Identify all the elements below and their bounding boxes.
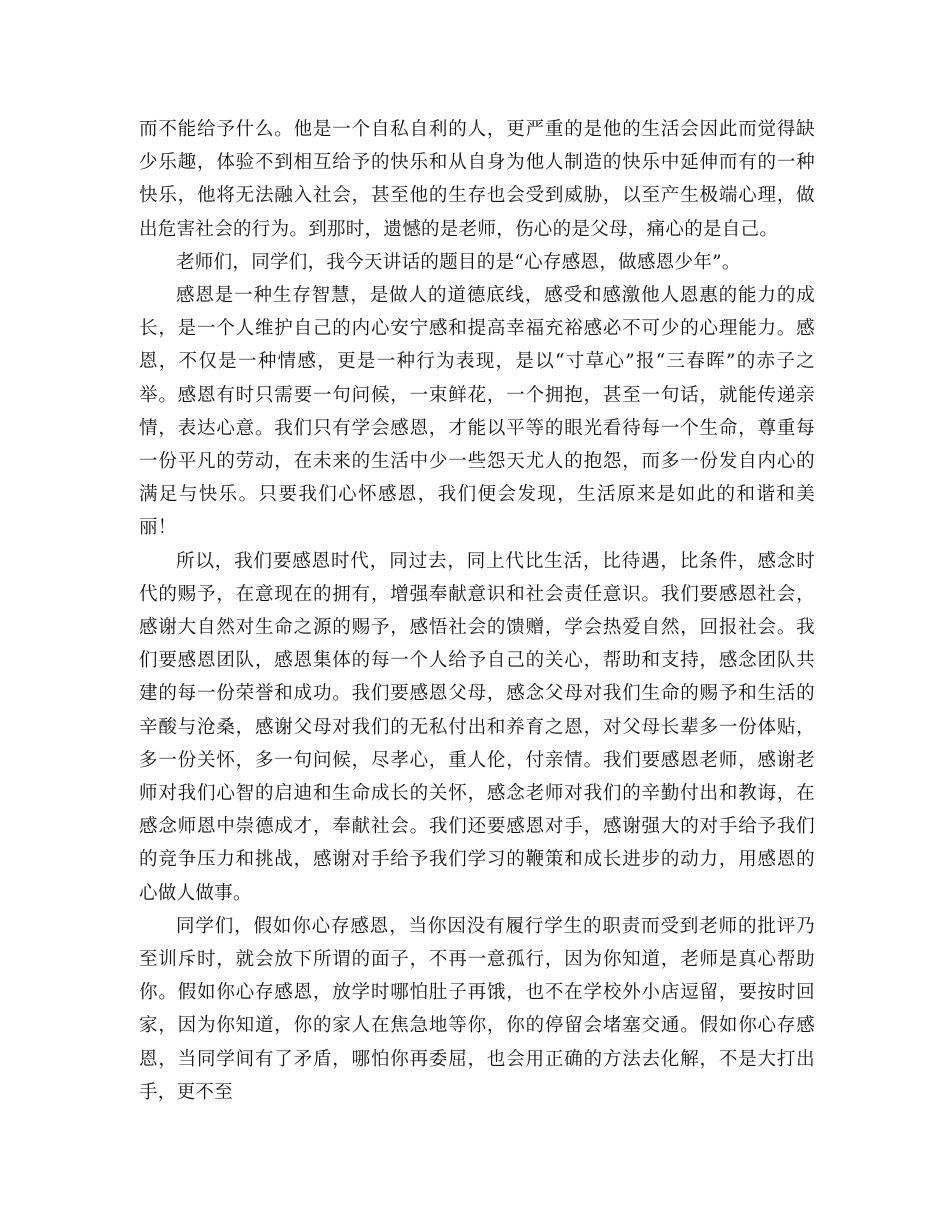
paragraph-2: 老师们，同学们，我今天讲话的题目的是“心存感恩，做感恩少年”。 (176, 251, 741, 273)
paragraph-3: 感恩是一种生存智慧，是做人的道德底线，感受和感激他人恩惠的能力的成长，是一个人维护自己的内心安宁感和提高幸福充裕感必不可少的心理能力。感恩，不仅是一种情感，更是一种行为表现，是以“寸草心”报“三春晖”的赤子之举。感恩有时只需要一句问候，一束鲜花，一个拥抱，甚至一句话，就能传递亲情，表达心意。我们只有学会感恩，才能以平等的眼光看待每一个生命，尊重每一份平凡的劳动，在未来的生活中少一些怨天尤人的抱怨，而多一份发自内心的满足与快乐。只要我们心怀感恩，我们便会发现，生活原来是如此的和谐和美丽！ (139, 285, 815, 539)
paragraph-4: 所以，我们要感恩时代，同过去，同上代比生活，比待遇，比条件，感念时代的赐予，在意现在的拥有，增强奉献意识和社会责任意识。我们要感恩社会，感谢大自然对生命之源的赐予，感悟社会的馈赠，学会热爱自然，回报社会。我们要感恩团队，感恩集体的每一个人给予自己的关心，帮助和支持，感念团队共建的每一份荣誉和成功。我们要感恩父母，感念父母对我们生命的赐予和生活的辛酸与沧桑，感谢父母对我们的无私付出和养育之恩，对父母长辈多一份体贴，多一份关怀，多一句问候，尽孝心，重人伦，付亲情。我们要感恩老师，感谢老师对我们心智的启迪和生命成长的关怀，感念老师对我们的辛勤付出和教诲，在感念师恩中崇德成才，奉献社会。我们还要感恩对手，感谢强大的对手给予我们的竞争压力和挑战，感谢对手给予我们学习的鞭策和成长进步的动力，用感恩的心做人做事。 (139, 550, 815, 904)
document-body (139, 113, 815, 1109)
paragraph-1: 而不能给予什么。他是一个自私自利的人，更严重的是他的生活会因此而觉得缺少乐趣，体验不到相互给予的快乐和从自身为他人制造的快乐中延伸而有的一种快乐，他将无法融入社会，甚至他的生存也会受到威胁，以至产生极端心理，做出危害社会的行为。到那时，遗憾的是老师，伤心的是父母，痛心的是自己。 (139, 119, 815, 240)
paragraph-5: 同学们，假如你心存感恩，当你因没有履行学生的职责而受到老师的批评乃至训斥时，就会放下所谓的面子，不再一意孤行，因为你知道，老师是真心帮助你。假如你心存感恩，放学时哪怕肚子再饿，也不在学校外小店逗留，要按时回家，因为你知道，你的家人在焦急地等你，你的停留会堵塞交通。假如你心存感恩，当同学间有了矛盾，哪怕你再委屈，也会用正确的方法去化解，不是大打出手，更不至 (139, 915, 815, 1103)
